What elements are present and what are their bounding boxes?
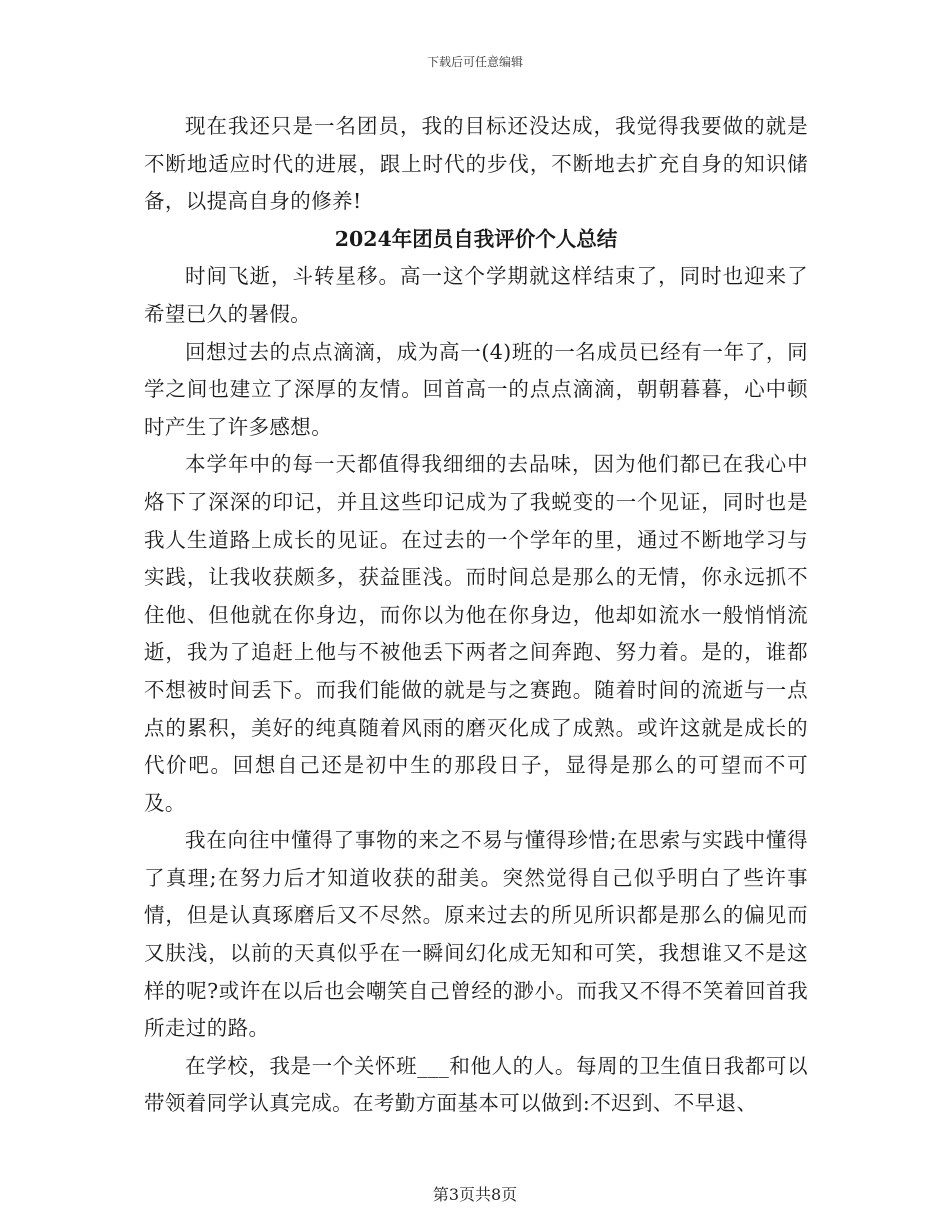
- header-note: 下载后可任意编辑: [426, 55, 523, 69]
- paragraph: 我在向往中懂得了事物的来之不易与懂得珍惜;在思索与实践中懂得了真理;在努力后才知道收获的甜美。突然觉得自己似乎明白了些许事情，但是认真琢磨后又不尽然。原来过去的所见所识都是那么的偏见而又肤浅，以前的天真似乎在一瞬间幻化成无知和可笑，我想谁又不是这样的呢?或许在以后也会嘲笑自己曾经的渺小。而我又不得不笑着回首我所走过的路。: [144, 828, 808, 1041]
- section-title: 2024年团员自我评价个人总结: [334, 226, 618, 251]
- paragraph: 回想过去的点点滴滴，成为高一(4)班的一名成员已经有一年了，同学之间也建立了深厚的友情。回首高一的点点滴滴，朝朝暮暮，心中顿时产生了许多感想。: [144, 339, 808, 439]
- page-indicator: 第3页共8页: [432, 1185, 518, 1204]
- paragraph: 本学年中的每一天都值得我细细的去品味，因为他们都已在我心中烙下了深深的印记，并且这些印记成为了我蜕变的一个见证，同时也是我人生道路上成长的见证。在过去的一个学年的里，通过不断地学习与实践，让我收获颇多，获益匪浅。而时间总是那么的无情，你永远抓不住他、但他就在你身边，而你以为他在你身边，他却如流水一般悄悄流逝，我为了追赶上他与不被他丢下两者之间奔跑、努力着。是的，谁都不想被时间丢下。而我们能做的就是与之赛跑。随着时间的流逝与一点点的累积，美好的纯真随着风雨的磨灭化成了成熟。或许这就是成长的代价吧。回想自己还是初中生的那段日子，显得是那么的可望而不可及。: [144, 452, 808, 815]
- document-body: [144, 108, 808, 1123]
- paragraph: 在学校，我是一个关怀班___和他人的人。每周的卫生值日我都可以带领着同学认真完成。在考勤方面基本可以做到:不迟到、不早退、: [144, 1053, 808, 1116]
- paragraph: 时间飞逝，斗转星移。高一这个学期就这样结束了，同时也迎来了希望已久的暑假。: [144, 264, 808, 326]
- paragraph-intro: 现在我还只是一名团员，我的目标还没达成，我觉得我要做的就是不断地适应时代的进展，跟上时代的步伐，不断地去扩充自身的知识储备，以提高自身的修养!: [144, 114, 808, 214]
